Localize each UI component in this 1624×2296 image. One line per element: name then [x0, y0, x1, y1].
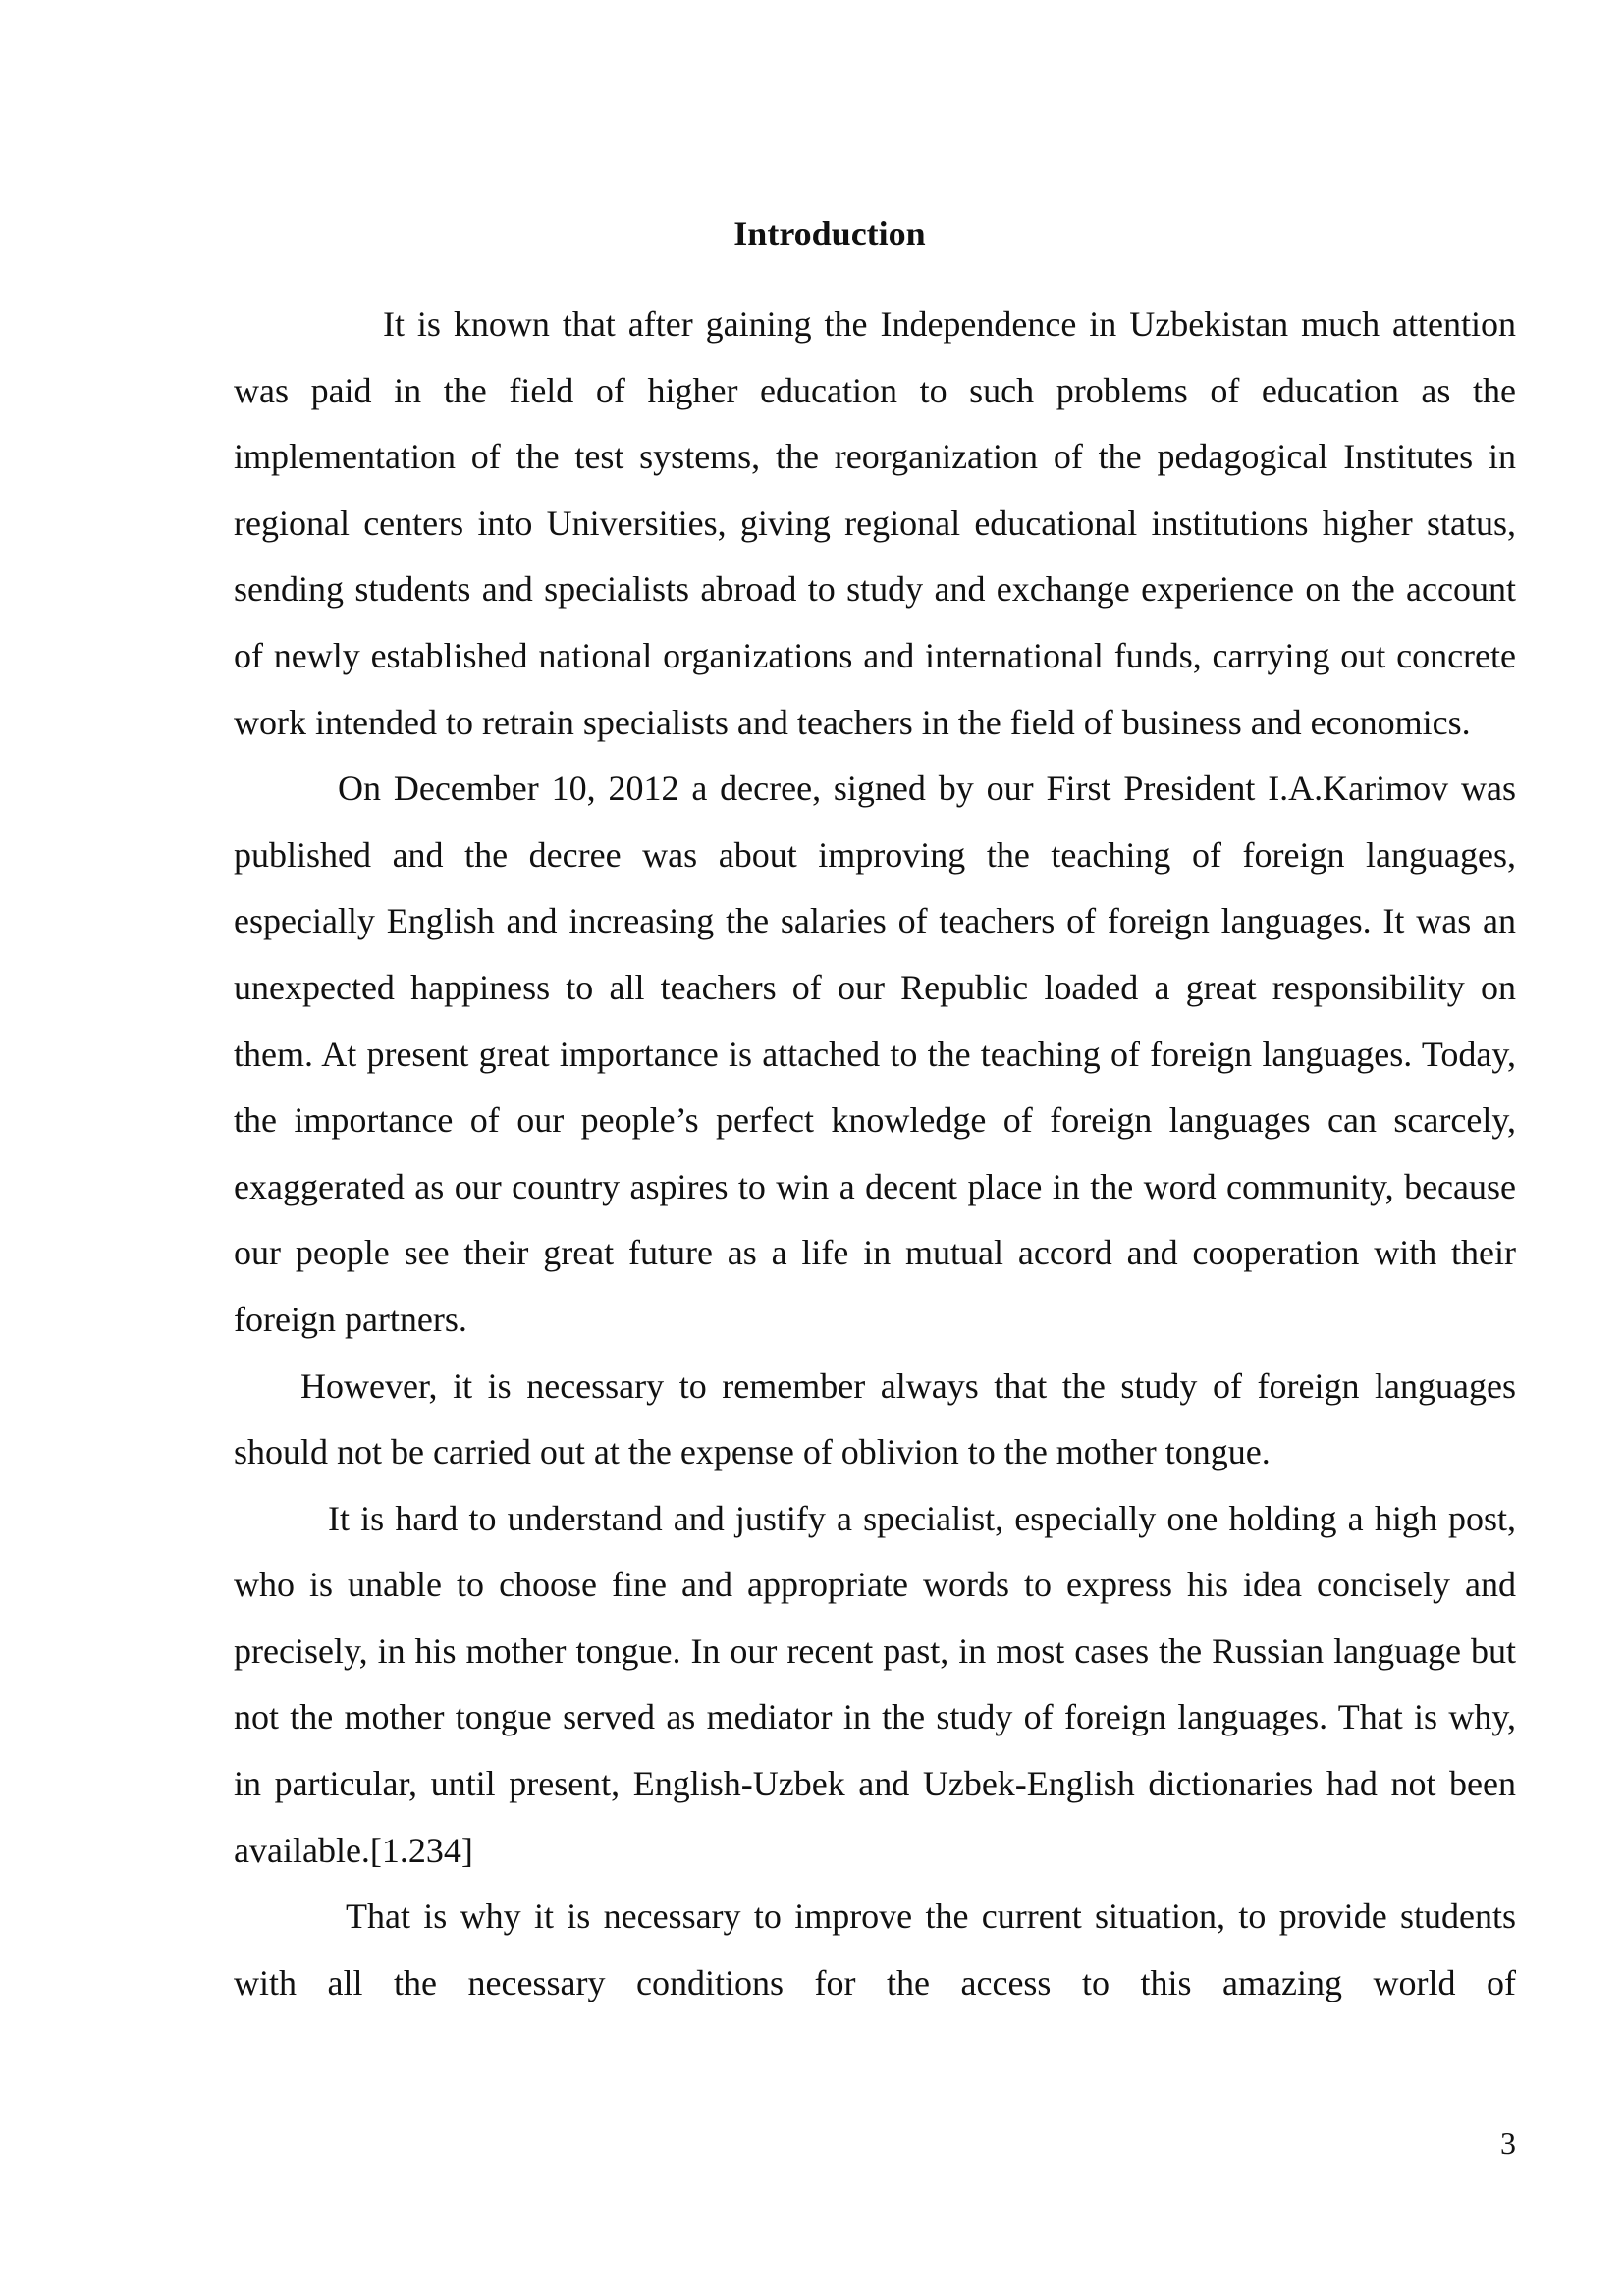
body-text — [234, 292, 1516, 2016]
paragraph-specialist: It is hard to understand and justify a specialist, especially one holding a high post, who is unable to choose fine and appropriate words to express his idea concisely and precisely, in his mother tongue. In our recent past, in most cases the Russian language but not the mother tongue served as mediator in the study of foreign languages. That is why, in particular, until present, English-Uzbek and Uzbek-English dictionaries had not been available.[1.234] — [234, 1498, 1516, 1870]
section-heading: Introduction — [733, 214, 926, 253]
page-number: 3 — [1500, 2125, 1516, 2161]
paragraph-mother-tongue: However, it is necessary to remember always that the study of foreign languages should not be carried out at the expense of oblivion to the mother tongue. — [234, 1365, 1516, 1472]
paragraph-decree: On December 10, 2012 a decree, signed by our First President I.A.Karimov was published and the decree was about improving the teaching of foreign languages, especially English and increasing the salaries of teachers of foreign languages. It was an unexpected happiness to all teachers of our Republic loaded a great responsibility on them. At present great importance is attached to the teaching of foreign languages. Today, the importance of our people’s perfect knowledge of foreign languages can scarcely, exaggerated as our country aspires to win a decent place in the word community, because our people see their great future as a life in mutual accord and cooperation with their foreign partners. — [234, 769, 1516, 1339]
paragraph-independence: It is known that after gaining the Independence in Uzbekistan much attention was paid in the field of higher education to such problems of education as the implementation of the test systems, the reorganization of the pedagogical Institutes in regional centers into Universities, giving regional educational institutions higher status, sending students and specialists abroad to study and exchange experience on the account of newly established national organizations and international funds, carrying out concrete work intended to retrain specialists and teachers in the field of business and economics. — [234, 304, 1516, 742]
paragraph-current-situation: That is why it is necessary to improve the current situation, to provide students with all the necessary conditions for the access to this amazing world of — [234, 1896, 1516, 2002]
